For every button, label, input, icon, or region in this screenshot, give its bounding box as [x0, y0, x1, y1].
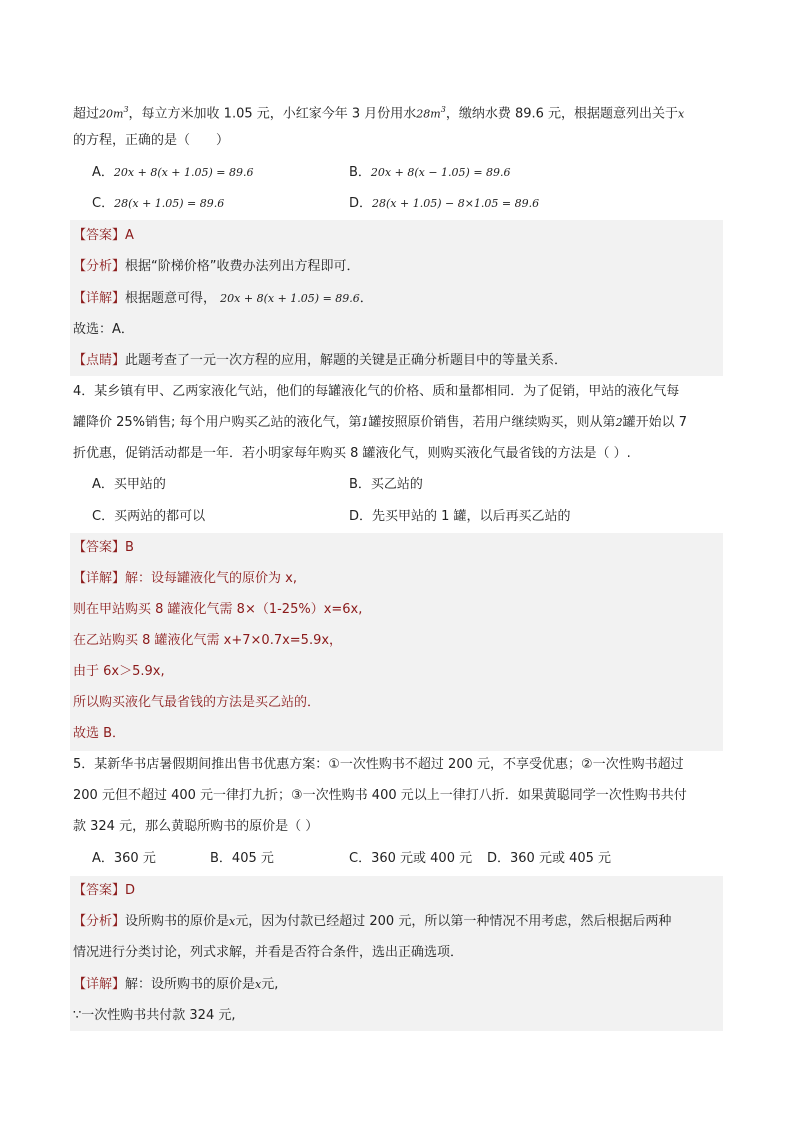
q3-option-a[interactable]: A．20x + 8(x + 1.05) = 89.6: [92, 165, 254, 180]
q4-detail: 【详解】解：设每罐液化气的原价为 x,: [73, 571, 297, 586]
q4-step-2: 在乙站购买 8 罐液化气需 x+7×0.7x=5.9x，: [73, 633, 343, 648]
q4-step-5: 故选 B．: [73, 726, 126, 741]
q3-answer: 【答案】A: [73, 228, 134, 243]
q4-option-b[interactable]: B．买乙站的: [349, 477, 423, 492]
q3-volume-28: 28m: [416, 107, 441, 121]
q5-stem-line3: 款 324 元，那么黄聪所购书的原价是（ ）: [73, 819, 319, 834]
q5-option-b[interactable]: B．405 元: [210, 851, 274, 866]
q3-choose: 故选：A．: [73, 322, 134, 337]
q4-step-3: 由于 6x＞5.9x,: [73, 664, 165, 679]
q4-answer: 【答案】B: [73, 540, 134, 555]
q4-stem-line2: 罐降价 25%销售; 每个用户购买乙站的液化气，第1罐按照原价销售，若用户继续购买，则从第2罐开始以 7: [73, 415, 687, 430]
q5-option-d[interactable]: D．360 元或 405 元: [487, 851, 612, 866]
q5-stem-line1: 5．某新华书店暑假期间推出售书优惠方案：①一次性购书不超过 200 元，不享受优惠；②一次性购书超过: [73, 757, 684, 772]
q3-option-d[interactable]: D．28(x + 1.05) − 8×1.05 = 89.6: [349, 196, 540, 211]
q4-step-4: 所以购买液化气最省钱的方法是买乙站的．: [73, 695, 321, 710]
q5-detail: 【详解】解：设所购书的原价是x元,: [73, 977, 279, 992]
q3-analysis: 【分析】根据“阶梯价格”收费办法列出方程即可．: [73, 259, 360, 274]
q5-answer: 【答案】D: [73, 883, 136, 898]
q4-option-d[interactable]: D．先买甲站的 1 罐，以后再买乙站的: [349, 509, 571, 524]
q3-option-b[interactable]: B．20x + 8(x − 1.05) = 89.6: [349, 165, 511, 180]
q5-analysis-line2: 情况进行分类讨论，列式求解，并看是否符合条件，选出正确选项．: [73, 945, 464, 960]
q4-step-1: 则在甲站购买 8 罐液化气需 8×（1-25%）x=6x,: [73, 602, 363, 617]
q5-analysis: 【分析】设所购书的原价是x元，因为付款已经超过 200 元，所以第一种情况不用考虑，然后根据后两种: [73, 914, 672, 929]
q3-stem-line1: 超过$20m^3$，每立方米加收 1.05 元，小红家今年 3 月份用水$28m^3$，缴纳水费 89.6 元，根据题意列出关于x: [73, 105, 685, 122]
q4-stem-line3: 折优惠，促销活动都是一年．若小明家每年购买 8 罐液化气，则购买液化气最省钱的方法是（ ）.: [73, 446, 631, 461]
q4-option-c[interactable]: C．买两站的都可以: [92, 509, 206, 524]
q3-stem-line2: 的方程，正确的是（ ）: [73, 133, 230, 148]
q5-option-c[interactable]: C．360 元或 400 元: [349, 851, 473, 866]
q5-detail-line2: ∵一次性购书共付款 324 元,: [73, 1008, 236, 1023]
q5-option-a[interactable]: A．360 元: [92, 851, 156, 866]
q3-detail: 【详解】根据题意可得， 20x + 8(x + 1.05) = 89.6．: [73, 291, 373, 306]
q3-volume-20: 20m: [99, 107, 124, 121]
q3-comment: 【点睛】此题考查了一元一次方程的应用，解题的关键是正确分析题目中的等量关系．: [73, 353, 568, 368]
q3-option-c[interactable]: C．28(x + 1.05) = 89.6: [92, 196, 225, 211]
q4-stem-line1: 4．某乡镇有甲、乙两家液化气站，他们的每罐液化气的价格、质和量都相同．为了促销，甲站的液化气每: [73, 384, 680, 399]
q4-option-a[interactable]: A．买甲站的: [92, 477, 166, 492]
q5-stem-line2: 200 元但不超过 400 元一律打九折；③一次性购书 400 元以上一律打八折．如果黄聪同学一次性购书共付: [73, 788, 687, 803]
